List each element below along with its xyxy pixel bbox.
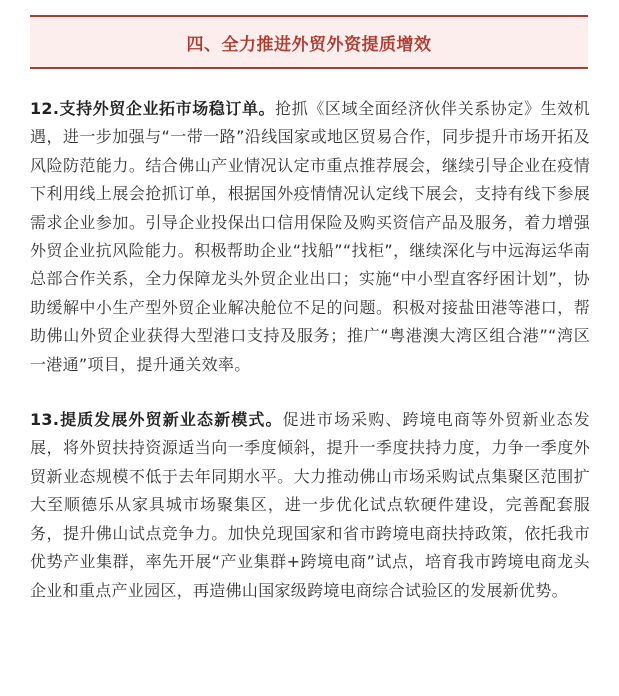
item-heading: 12.支持外贸企业拓市场稳订单。 <box>30 99 276 118</box>
item-heading: 13.提质发展外贸新业态新模式。 <box>30 410 283 430</box>
item-body: 抢抓《区域全面经济伙伴关系协定》生效机遇，进一步加强与“一带一路”沿线国家或地区贸易合作，同步提升市场开拓及风险防范能力。结合佛山产业情况认定市重点推荐展会，继续引导企业在疫情下利用线上展会抢抓订单，根据国外疫情情况认定线下展会，支持有线下参展需求企业参加。引导企业投保出口信用保险及购买资信产品及服务，着力增强外贸企业抗风险能力。积极帮助企业“找船”“找柜”，继续深化与中远海运华南总部合作关系，全力保障龙头外贸企业出口；实施“中小型直客纾困计划”，协助缓解中小生产型外贸企业解决舱位不足的问题。积极对接盐田港等港口，帮助佛山外贸企业获得大型港口支持及服务；推广“粤港澳大湾区组合港”“湾区一港通”项目，提升通关效率。 <box>30 99 590 374</box>
section-header-banner <box>30 15 588 69</box>
section-title: 四、全力推进外贸外资提质增效 <box>186 34 432 55</box>
paragraph-item-13 <box>30 406 590 605</box>
paragraph-item-12 <box>30 95 590 379</box>
item-body: 促进市场采购、跨境电商等外贸新业态发展，将外贸扶持资源适当向一季度倾斜，提升一季度扶持力度，力争一季度外贸新业态规模不低于去年同期水平。大力推动佛山市场采购试点集聚区范围扩大至顺德乐从家具城市场聚集区，进一步优化试点软硬件建设，完善配套服务，提升佛山试点竞争力。加快兑现国家和省市跨境电商扶持政策，依托我市优势产业集群，率先开展“产业集群+跨境电商”试点，培育我市跨境电商龙头企业和重点产业园区，再造佛山国家级跨境电商综合试验区的发展新优势。 <box>30 410 590 600</box>
article-body <box>30 95 590 632</box>
